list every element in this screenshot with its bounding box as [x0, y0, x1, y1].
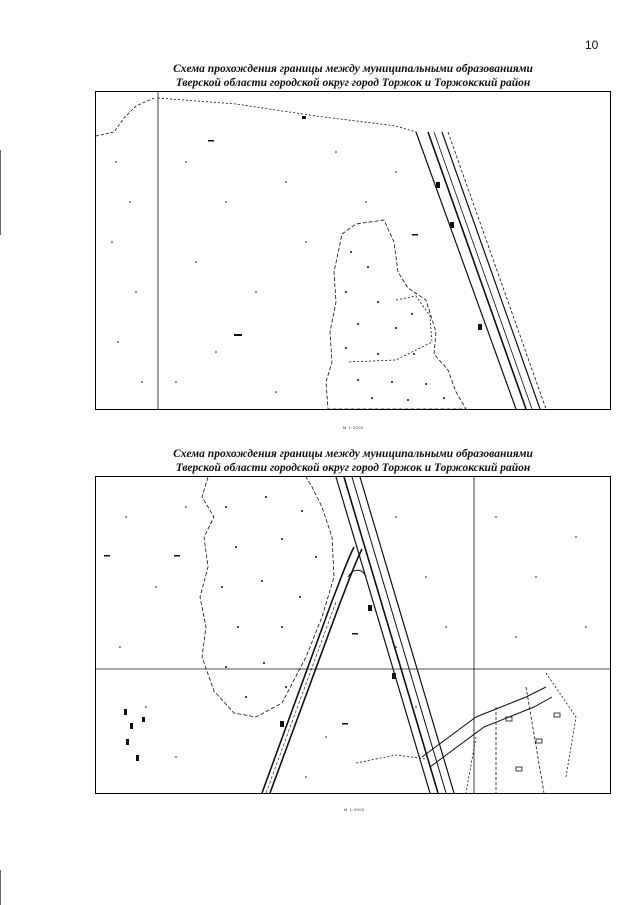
road-sign — [392, 673, 396, 679]
building-symbol — [302, 116, 306, 119]
urban-boundary — [466, 737, 476, 793]
land-cover-dots — [111, 151, 445, 401]
boundary-map-1 — [95, 91, 611, 410]
road-edge — [336, 477, 430, 793]
vegetation-symbol — [136, 755, 139, 761]
elevation-mark — [104, 555, 110, 557]
forest-area — [326, 220, 466, 409]
page-edge-mark — [0, 870, 1, 905]
map-title-line: Тверской области городской округ город Торжок и Торжокский район — [175, 462, 531, 474]
elevation-mark — [412, 234, 418, 236]
road-sign — [280, 721, 284, 727]
map-drawing — [96, 92, 610, 409]
road-edge — [442, 132, 540, 409]
map-symbols — [208, 116, 482, 336]
map-scale: М 1:2000 — [343, 425, 364, 430]
road-sign — [368, 605, 372, 611]
vegetation-symbol — [124, 709, 127, 715]
contour-line — [158, 98, 416, 132]
vegetation-symbol — [130, 723, 133, 729]
road-sign — [436, 182, 440, 188]
road-edge — [416, 132, 516, 409]
map-title-line: Схема прохождения границы между муниципальными образованиями — [173, 63, 533, 75]
urban-boundary — [546, 673, 576, 777]
contour-line — [96, 98, 154, 136]
branch-road — [270, 549, 362, 793]
road-edge — [352, 477, 446, 793]
branch-road — [262, 547, 354, 793]
road-edge — [428, 132, 526, 409]
forest-subdivision — [348, 296, 432, 362]
elevation-mark — [234, 334, 242, 336]
road-sign — [478, 324, 482, 330]
contour-line — [356, 755, 426, 763]
map-title-line: Тверской области городской округ город Торжок и Торжокский район — [175, 77, 531, 89]
road-edge — [344, 477, 438, 793]
map-title-line: Схема прохождения границы между муниципальными образованиями — [173, 448, 533, 460]
elevation-mark — [208, 140, 214, 142]
vegetation-symbol — [126, 739, 129, 745]
building-outline — [536, 739, 542, 743]
map-symbols — [104, 555, 396, 761]
vegetation-symbol — [142, 717, 145, 722]
road-edge — [360, 477, 454, 793]
building-outline — [516, 767, 522, 771]
page-number: 10 — [585, 38, 599, 52]
map-drawing — [96, 477, 610, 793]
road-edge — [434, 132, 532, 409]
map-title — [95, 62, 611, 90]
road-shoulder — [448, 132, 546, 409]
land-cover-dots — [119, 496, 587, 778]
elevation-mark — [352, 633, 358, 635]
road-sign — [450, 222, 454, 228]
elevation-mark — [342, 723, 348, 725]
map-scale: М 1:2000 — [344, 807, 365, 812]
boundary-map-2 — [95, 476, 611, 794]
building-outline — [554, 713, 560, 717]
map-title — [95, 447, 611, 475]
forest-area — [200, 477, 334, 717]
page-edge-mark — [0, 150, 1, 235]
branch-road-center — [266, 602, 336, 793]
elevation-mark — [174, 555, 180, 557]
